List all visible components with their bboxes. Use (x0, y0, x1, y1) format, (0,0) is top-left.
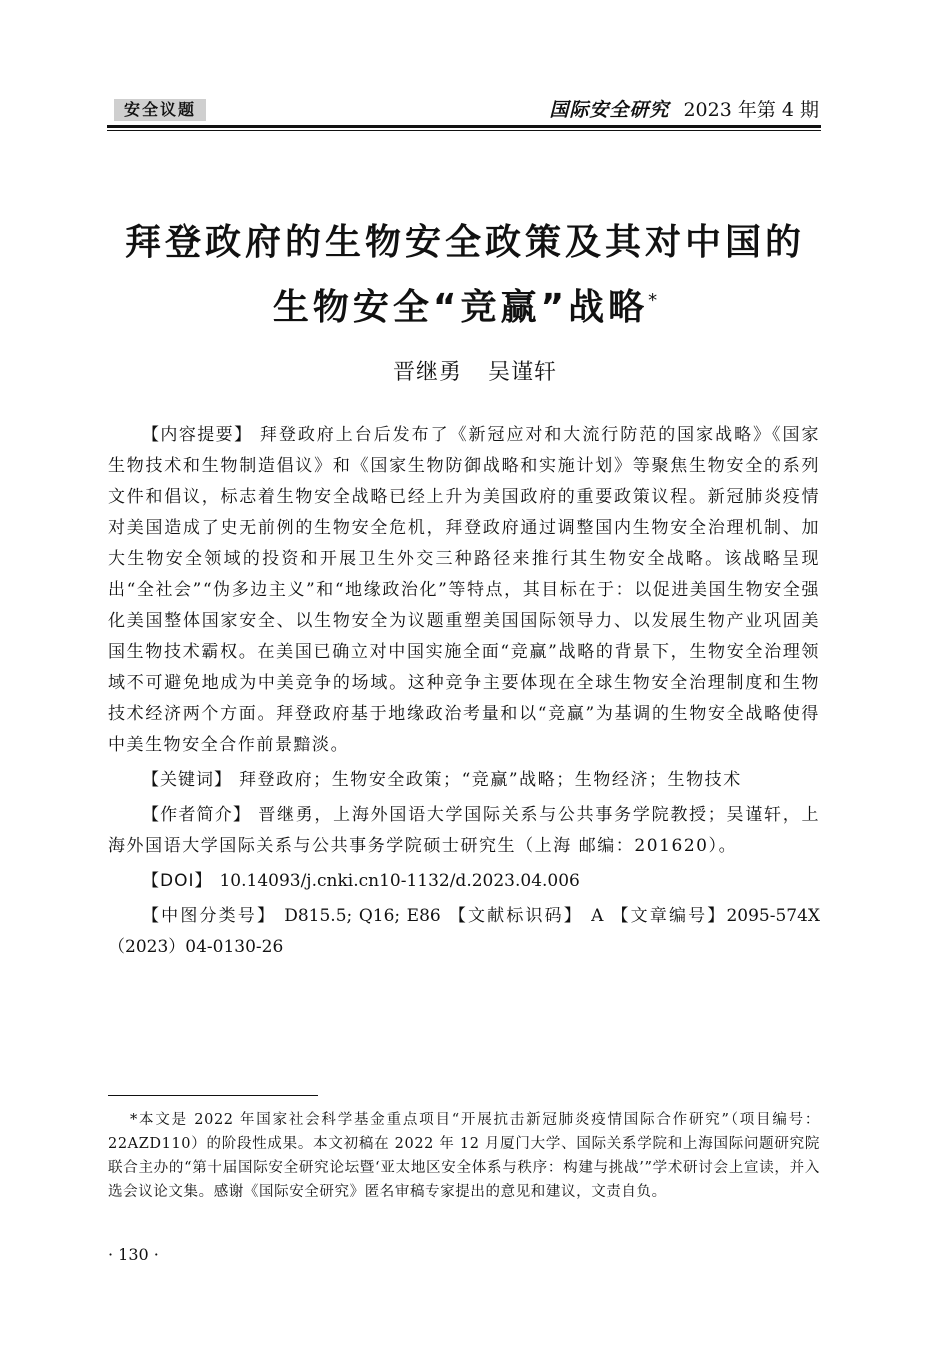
footnote-text: 本文是 2022 年国家社会科学基金重点项目“开展抗击新冠肺炎疫情国际合作研究”（项目编号：22AZD110）的阶段性成果。本文初稿在 2022 年 12 月厦门大学、国际关系学院和上海国际问题研究院联合主办的“第十届国际安全研究论坛暨‘亚太地区安全体系与秩序：构建与挑战’”学术研讨会上宣读，并入选会议论文集。感谢《国际安全研究》匿名审稿专家提出的意见和建议，文责自负。 (108, 1112, 820, 1200)
author-bio-label: 【作者简介】 (142, 805, 252, 825)
author-list (0, 358, 950, 388)
page-number: · 130 · (108, 1245, 159, 1264)
abstract-text: 拜登政府上台后发布了《新冠应对和大流行防范的国家战略》《国家生物技术和生物制造倡议》和《国家生物防御战略和实施计划》等聚焦生物安全的系列文件和倡议，标志着生物安全战略已经上升为美国政府的重要政策议程。新冠肺炎疫情对美国造成了史无前例的生物安全危机，拜登政府通过调整国内生物安全治理机制、加大生物安全领域的投资和开展卫生外交三种路径来推行其生物安全战略。该战略呈现出“全社会”“伪多边主义”和“地缘政治化”等特点，其目标在于：以促进美国生物安全强化美国整体国家安全、以生物安全为议题重塑美国国际领导力、以发展生物产业巩固美国生物技术霸权。在美国已确立对中国实施全面“竞赢”战略的背景下，生物安全治理领域不可避免地成为中美竞争的场域。这种竞争主要体现在全球生物安全治理制度和生物技术经济两个方面。拜登政府基于地缘政治考量和以“竞赢”为基调的生物安全战略使得中美生物安全合作前景黯淡。 (108, 425, 820, 755)
issue-number: 2023 年第 4 期 (683, 99, 819, 121)
title-line-1: 拜登政府的生物安全政策及其对中国的 (124, 222, 805, 263)
article-no-value: 2095-574X（2023）04-0130-26 (108, 906, 821, 957)
keywords-label: 【关键词】 (142, 770, 232, 790)
title-line-2: 生物安全“竞赢”战略 (272, 287, 649, 328)
abstract (108, 420, 820, 761)
doc-code-value: A (591, 906, 604, 926)
front-matter (108, 420, 820, 963)
section-tag: 安全议题 (114, 99, 206, 121)
clc-label: 【中图分类号】 (142, 906, 277, 926)
doi (108, 866, 820, 897)
footnote-mark: * (130, 1112, 138, 1128)
abstract-label: 【内容提要】 (142, 425, 253, 445)
author-name: 晋继勇 (392, 360, 462, 385)
doi-value: 10.14093/j.cnki.cn10-1132/d.2023.04.006 (219, 871, 580, 891)
doc-code-label: 【文献标识码】 (448, 906, 583, 926)
title-footnote-mark: * (648, 290, 658, 311)
keywords-text: 拜登政府；生物安全政策；“竞赢”战略；生物经济；生物技术 (238, 770, 742, 790)
journal-name: 国际安全研究 (549, 99, 670, 121)
clc-value: D815.5; Q16; E86 (284, 906, 441, 926)
author-bio (108, 800, 820, 862)
header-rule-thin (107, 130, 821, 131)
author-bio-text: 晋继勇，上海外国语大学国际关系与公共事务学院教授；吴谨轩，上海外国语大学国际关系与公共事务学院硕士研究生（上海 邮编：201620）。 (108, 805, 820, 856)
doi-label: 【DOI】 (142, 871, 213, 891)
classification (108, 901, 820, 963)
header-rule-thick (107, 125, 821, 128)
article-no-label: 【文章编号】 (611, 906, 727, 926)
footnote (108, 1108, 820, 1204)
footnote-rule (108, 1095, 318, 1096)
keywords (108, 765, 820, 796)
article-title (95, 214, 835, 337)
journal-issue (549, 98, 819, 122)
author-name: 吴谨轩 (488, 360, 558, 385)
